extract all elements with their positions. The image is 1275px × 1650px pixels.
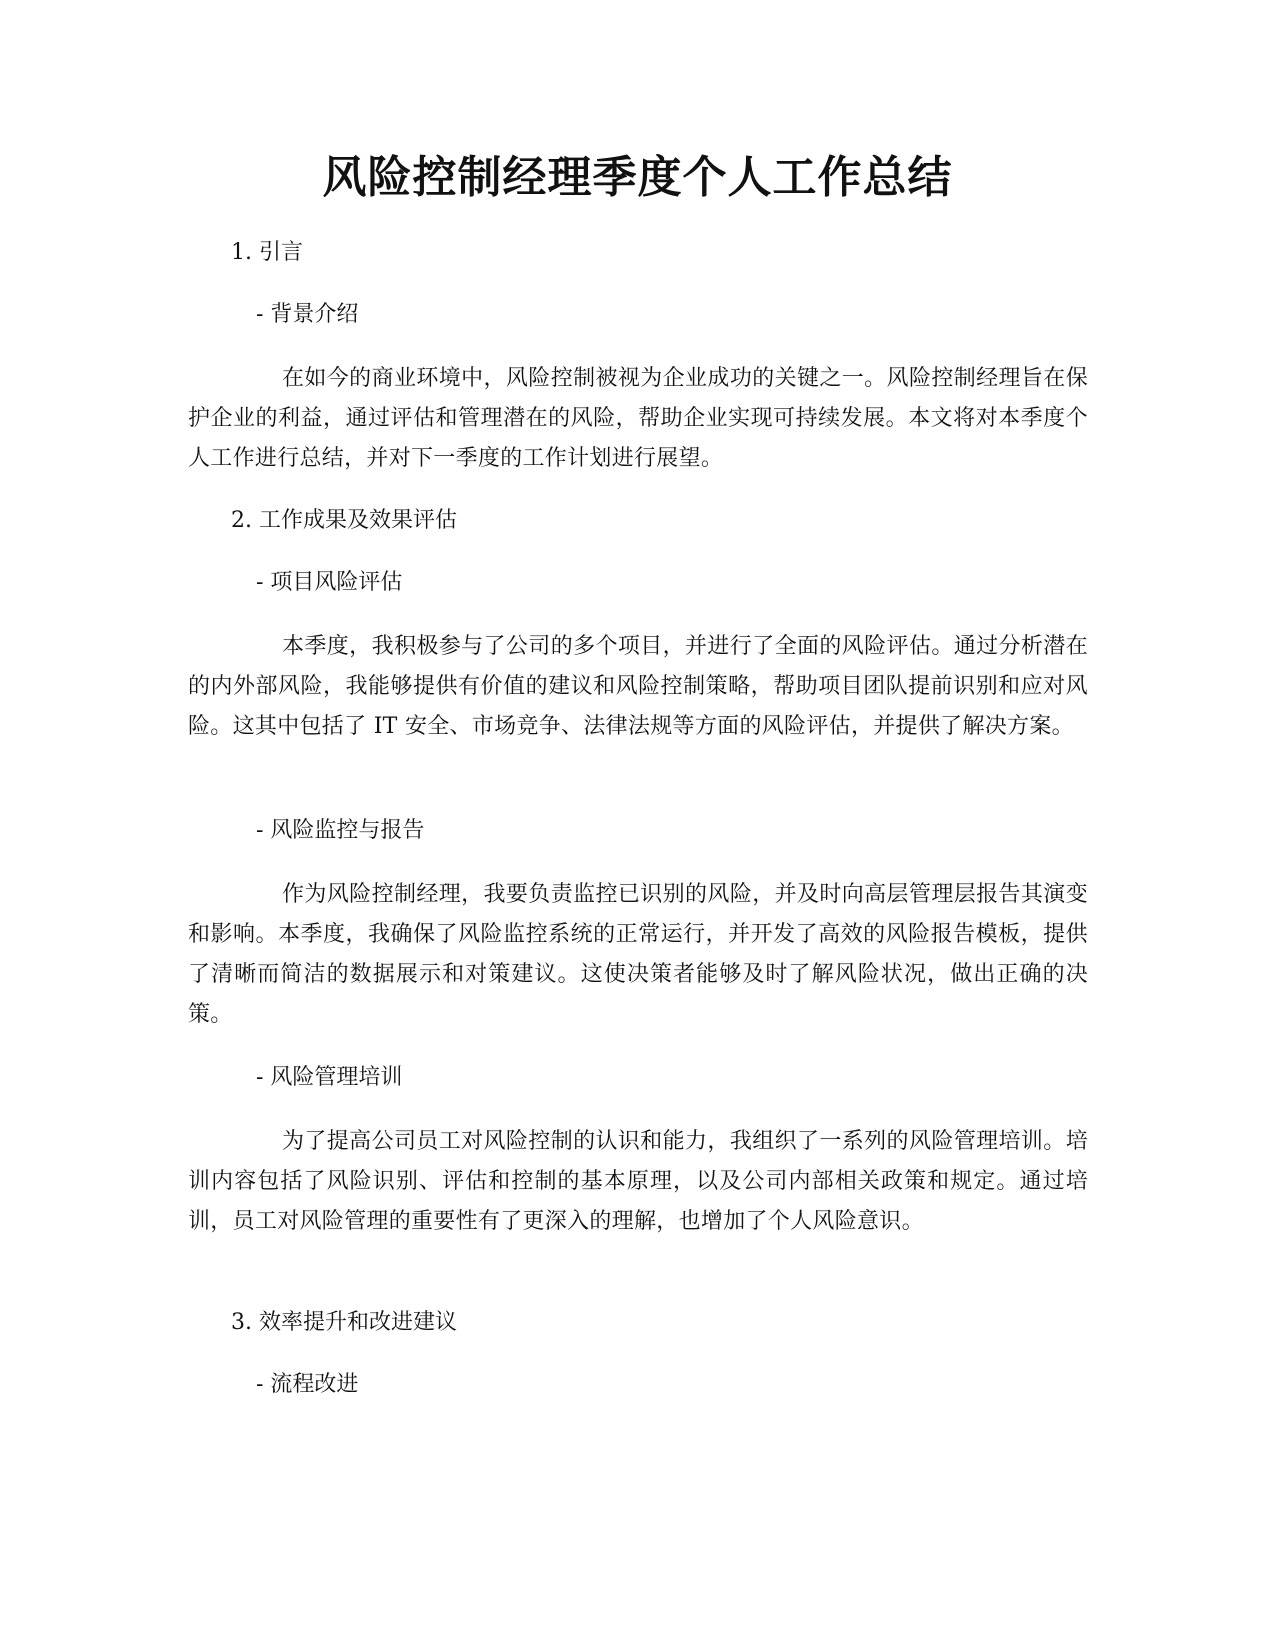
section-heading-efficiency: 3. 效率提升和改进建议: [231, 1310, 457, 1335]
section-heading-intro: 1. 引言: [231, 240, 303, 265]
paragraph-risk-training: 为了提高公司员工对风险控制的认识和能力，我组织了一系列的风险管理培训。培训内容包括了风险识别、评估和控制的基本原理，以及公司内部相关政策和规定。通过培训，员工对风险管理的重要性有了更深入的理解，也增加了个人风险意识。: [188, 1129, 1088, 1234]
subheading-risk-training: - 风险管理培训: [256, 1065, 403, 1090]
document-title: 风险控制经理季度个人工作总结: [322, 152, 953, 203]
paragraph-risk-monitoring: 作为风险控制经理，我要负责监控已识别的风险，并及时向高层管理层报告其演变和影响。本季度，我确保了风险监控系统的正常运行，并开发了高效的风险报告模板，提供了清晰而简洁的数据展示和对策建议。这使决策者能够及时了解风险状况，做出正确的决策。: [188, 882, 1088, 1027]
subheading-risk-monitoring: - 风险监控与报告: [256, 818, 425, 843]
subheading-process-improvement: - 流程改进: [256, 1372, 359, 1397]
subheading-background: - 背景介绍: [256, 302, 359, 327]
subheading-project-risk: - 项目风险评估: [256, 570, 403, 595]
paragraph-project-risk: 本季度，我积极参与了公司的多个项目，并进行了全面的风险评估。通过分析潜在的内外部风险，我能够提供有价值的建议和风险控制策略，帮助项目团队提前识别和应对风险。这其中包括了 IT 安全、市场竞争、法律法规等方面的风险评估，并提供了解决方案。: [188, 634, 1088, 739]
section-heading-results: 2. 工作成果及效果评估: [231, 508, 457, 533]
paragraph-background: 在如今的商业环境中，风险控制被视为企业成功的关键之一。风险控制经理旨在保护企业的利益，通过评估和管理潜在的风险，帮助企业实现可持续发展。本文将对本季度个人工作进行总结，并对下一季度的工作计划进行展望。: [188, 366, 1088, 471]
